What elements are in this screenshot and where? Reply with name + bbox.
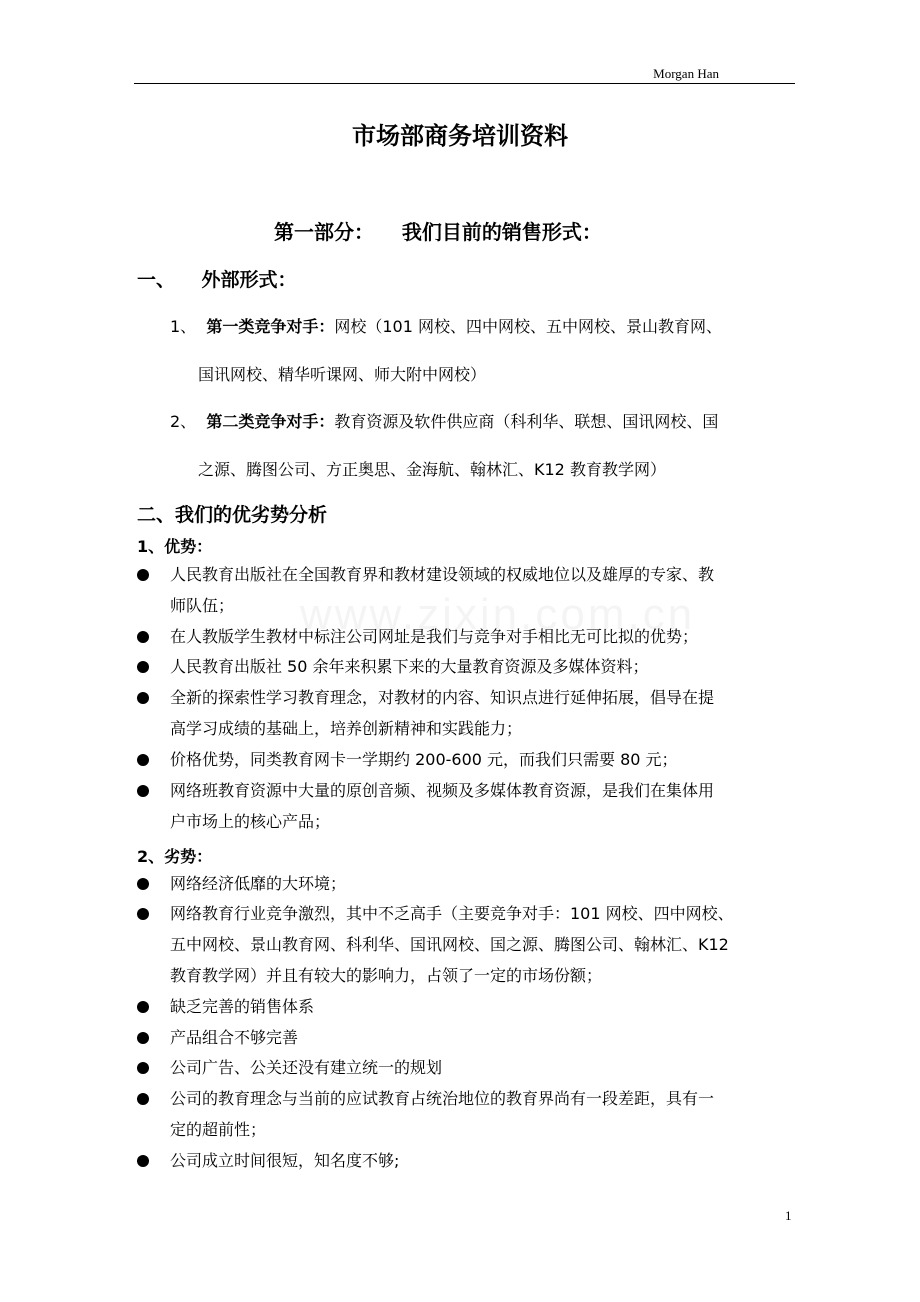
competitor-item-continuation: 国讯网校、精华听课网、师大附中网校） <box>198 365 487 384</box>
bullet-icon <box>137 1032 149 1044</box>
section1-heading <box>137 265 297 292</box>
list-item: 缺乏完善的销售体系 <box>170 997 315 1016</box>
part-text: 我们目前的销售形式： <box>401 220 602 244</box>
page-header <box>134 64 795 84</box>
list-item-continuation: 高学习成绩的基础上，培养创新精神和实践能力； <box>170 719 523 738</box>
section2-heading: 二、我们的优劣势分析 <box>137 504 328 526</box>
list-item: 网络经济低靡的大环境； <box>170 874 347 893</box>
bullet-icon <box>137 1093 149 1105</box>
list-item-continuation: 户市场上的核心产品； <box>170 812 331 831</box>
list-item: 公司的教育理念与当前的应试教育占统治地位的教育界尚有一段差距，具有一 <box>170 1089 715 1108</box>
list-item-continuation: 教育教学网）并且有较大的影响力，占领了一定的市场份额； <box>170 966 603 985</box>
bullet-icon <box>137 1155 149 1167</box>
item-text: 网校（101 网校、四中网校、五中网校、景山教育网、 <box>334 317 723 336</box>
list-item: 人民教育出版社在全国教育界和教材建设领域的权威地位以及雄厚的专家、教 <box>170 565 715 584</box>
bullet-icon <box>137 569 149 581</box>
list-item: 公司成立时间很短，知名度不够; <box>170 1151 400 1170</box>
advantages-heading: 1、优势： <box>137 537 213 556</box>
item-number: 2、 <box>170 412 197 431</box>
competitor-item <box>170 317 722 337</box>
competitor-item-continuation: 之源、腾图公司、方正奥思、金海航、翰林汇、K12 教育教学网） <box>198 460 666 479</box>
bullet-icon <box>137 785 149 797</box>
bullet-icon <box>137 692 149 704</box>
part-heading <box>274 216 602 245</box>
section1-number: 一、 <box>137 269 176 291</box>
list-item: 网络班教育资源中大量的原创音频、视频及多媒体教育资源，是我们在集体用 <box>170 781 715 800</box>
list-item: 在人教版学生教材中标注公司网址是我们与竞争对手相比无可比拟的优势； <box>170 627 699 646</box>
item-label: 第二类竞争对手： <box>206 412 335 431</box>
bullet-icon <box>137 878 149 890</box>
part-label: 第一部分： <box>274 220 374 244</box>
list-item: 人民教育出版社 50 余年来积累下来的大量教育资源及多媒体资料； <box>170 657 649 676</box>
bullet-icon <box>137 754 149 766</box>
bullet-icon <box>137 1062 149 1074</box>
bullet-icon <box>137 631 149 643</box>
list-item: 全新的探索性学习教育理念，对教材的内容、知识点进行延伸拓展，倡导在提 <box>170 688 715 707</box>
document-title: 市场部商务培训资料 <box>352 122 568 150</box>
section1-title: 外部形式： <box>201 269 297 291</box>
list-item-continuation: 师队伍； <box>170 596 235 615</box>
bullet-icon <box>137 661 149 673</box>
bullet-icon <box>137 1001 149 1013</box>
item-text: 教育资源及软件供应商（科利华、联想、国讯网校、国 <box>334 412 719 431</box>
item-number: 1、 <box>170 317 197 336</box>
page-number: 1 <box>785 1208 792 1223</box>
list-item: 公司广告、公关还没有建立统一的规划 <box>170 1058 443 1077</box>
item-label: 第一类竞争对手： <box>206 317 335 336</box>
header-author: Morgan Han <box>653 66 719 81</box>
list-item: 网络教育行业竞争激烈，其中不乏高手（主要竞争对手：101 网校、四中网校、 <box>170 904 734 923</box>
competitor-item <box>170 412 718 432</box>
list-item-continuation: 五中网校、景山教育网、科利华、国讯网校、国之源、腾图公司、翰林汇、K12 <box>170 935 729 954</box>
bullet-icon <box>137 908 149 920</box>
list-item: 价格优势，同类教育网卡一学期约 200-600 元，而我们只需要 80 元； <box>170 750 678 769</box>
list-item-continuation: 定的超前性； <box>170 1120 267 1139</box>
disadvantages-heading: 2、劣势： <box>137 847 213 866</box>
list-item: 产品组合不够完善 <box>170 1028 299 1047</box>
